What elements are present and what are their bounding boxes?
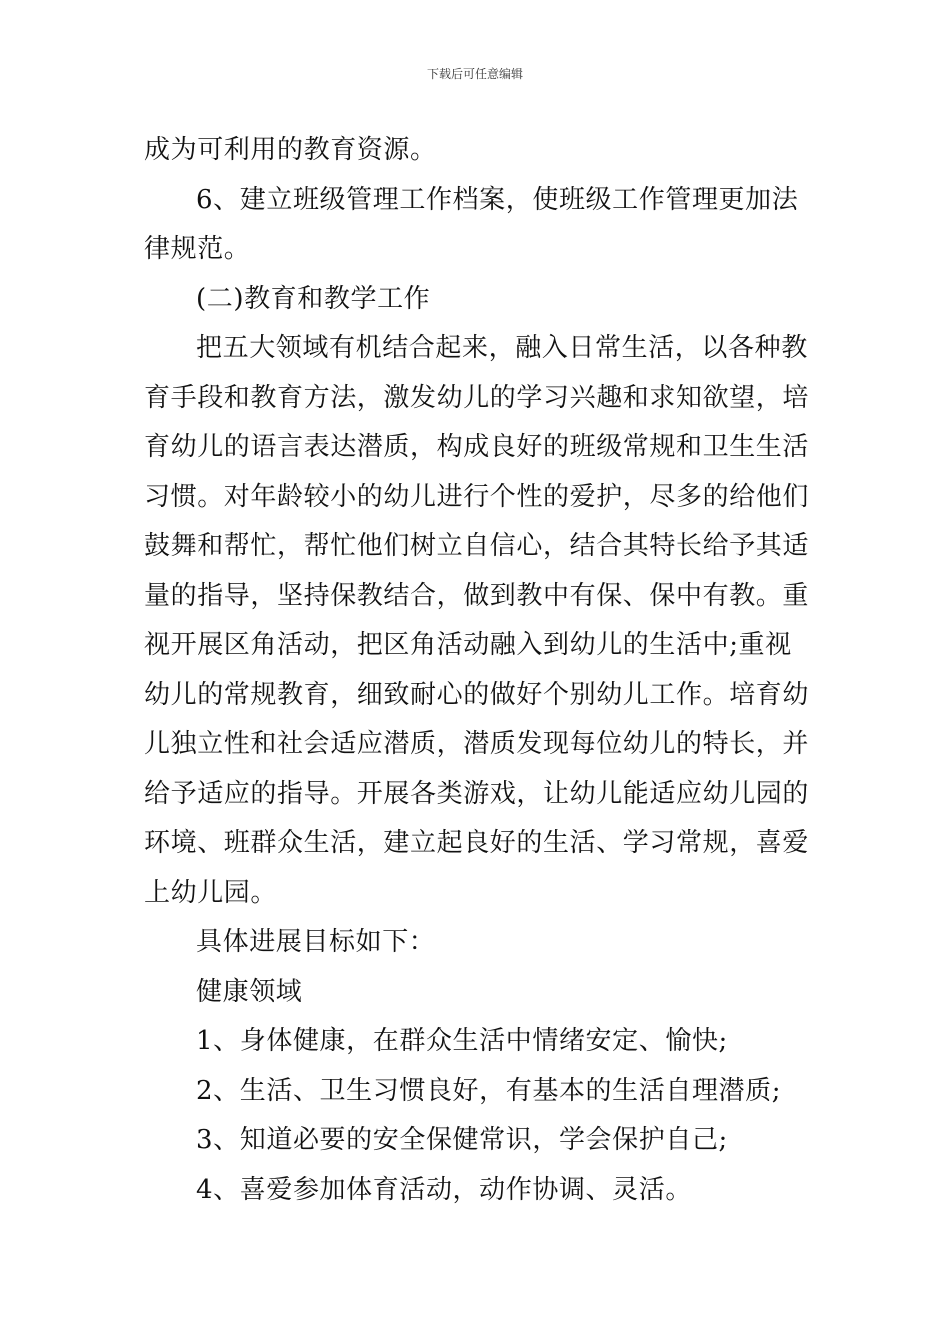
list-item: 3、知道必要的安全保健常识，学会保护自己; [196,1125,728,1155]
list-item: 4、喜爱参加体育活动，动作协调、灵活。 [196,1174,692,1205]
paragraph-main: 把五大领域有机结合起来，融入日常生活，以各种教育手段和教育方法，激发幼儿的学习兴趣和求知欲望，培育幼儿的语言表达潜质，构成良好的班级常规和卫生生活习惯。对年龄较小的幼儿进行个性的爱护，尽多的给他们鼓舞和帮忙，帮忙他们树立自信心，结合其特长给予其适量的指导，坚持保教结合，做到教中有保、保中有教。重视开展区角活动，把区角活动融入到幼儿的生活中;重视幼儿的常规教育，细致耐心的做好个别幼儿工作。培育幼儿独立性和社会适应潜质，潜质发现每位幼儿的特长，并给予适应的指导。开展各类游戏，让幼儿能适应幼儿园的环境、班群众生活，建立起良好的生活、学习常规，喜爱上幼儿园。 [144,333,810,908]
paragraph-item-6: 6、建立班级管理工作档案，使班级工作管理更加法律规范。 [144,184,799,264]
document-body [144,126,809,1215]
paragraph-continuation: 成为可利用的教育资源。 [144,135,437,165]
subsection-heading: 健康领域 [196,976,303,1007]
page-header: 下载后可任意编辑 [426,67,523,81]
list-item: 2、生活、卫生习惯良好，有基本的生活自理潜质; [196,1075,782,1106]
section-heading: (二)教育和教学工作 [196,283,431,314]
goals-intro: 具体进展目标如下： [196,927,436,957]
list-item: 1、身体健康，在群众生活中情绪安定、愉快; [196,1026,728,1056]
